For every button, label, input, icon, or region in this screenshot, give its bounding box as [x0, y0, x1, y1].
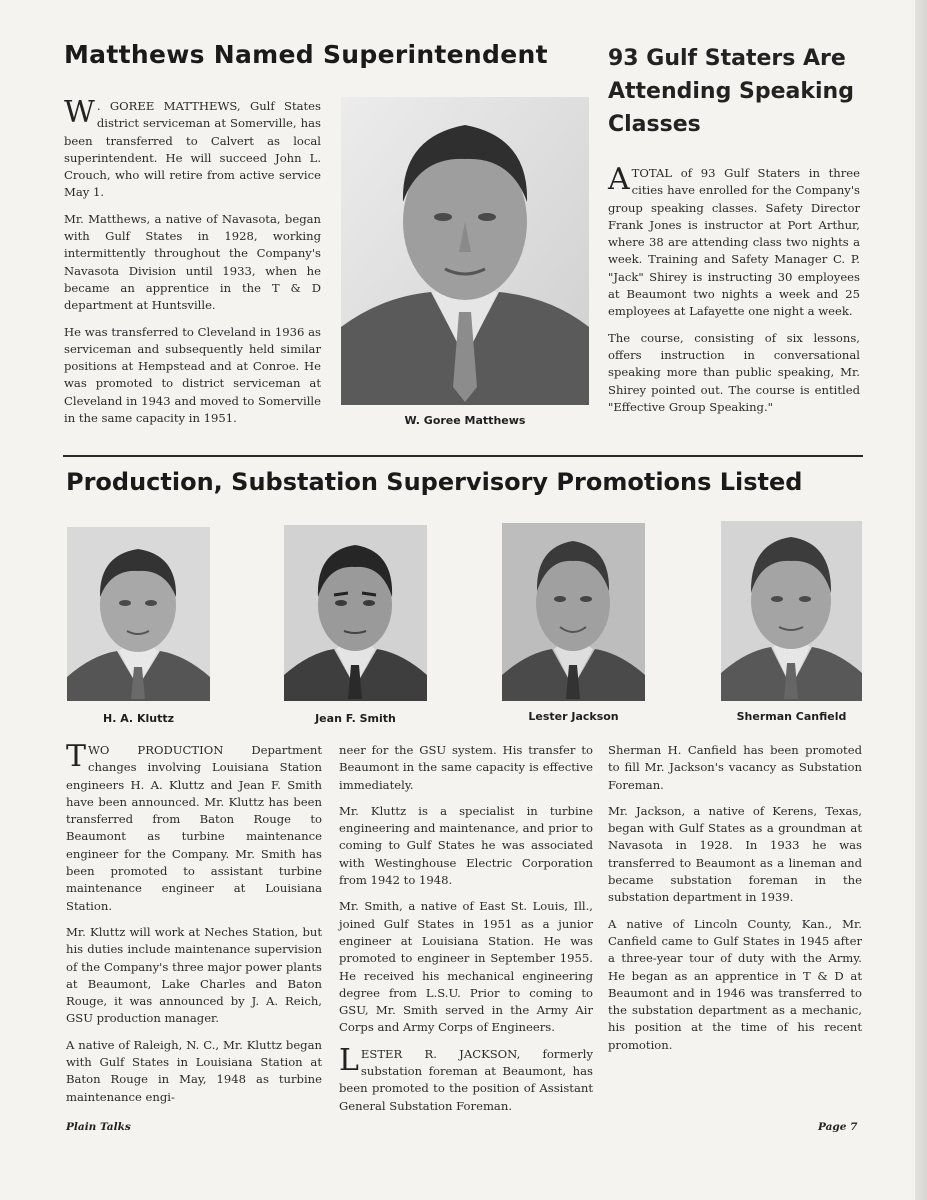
portrait-photo-smith — [284, 525, 427, 701]
matthews-portrait-photo — [341, 97, 589, 405]
paragraph: Mr. Smith, a native of East St. Louis, Ill., joined Gulf States in 1951 as a junior engineer at Louisiana Station. He was promoted to engineer in September 1955. He received his mechanical engineering degree from L.S.U. Prior to coming to GSU, Mr. Smith served in the Army Air Corps and Army Corps of Engineers. — [339, 899, 593, 1035]
paragraph: Mr. Kluttz will work at Neches Station, but his duties include maintenance supervision of the Company's three major power plants at Beaumont, Lake Charles and Baton Rouge, it was announced by J. A. Reich, GSU production manager. — [66, 924, 322, 1026]
paragraph: A native of Raleigh, N. C., Mr. Kluttz began with Gulf States in Louisiana Station at Baton Rouge in May, 1948 as turbine maintenance engi- — [66, 1037, 322, 1104]
page-edge-shadow — [915, 0, 927, 1200]
portrait-caption: Sherman Canfield — [736, 710, 847, 723]
paragraph: . GOREE MATTHEWS, Gulf States district serviceman at Somerville, has been transferred to Calvert as local superintendent. He will succeed John L. Crouch, who will retire from active service May 1. — [64, 99, 321, 200]
promotions-article-col1 — [66, 739, 322, 1115]
portrait-caption: Jean F. Smith — [315, 712, 396, 725]
footer-publication: Plain Talks — [66, 1121, 131, 1133]
speaking-classes-article — [608, 162, 860, 425]
matthews-article — [64, 95, 321, 436]
headline-speaking-classes: 93 Gulf Staters Are Attending Speaking Classes — [608, 46, 854, 137]
paragraph: Mr. Kluttz is a specialist in turbine engineering and maintenance, and prior to coming to Gulf States he was associated with Westinghouse Electric Corporation from 1942 to 1948. — [339, 803, 593, 888]
promotions-article-col2 — [339, 742, 593, 1124]
paragraph: WO PRODUCTION Department changes involving Louisiana Station engineers H. A. Kluttz and Jean F. Smith have been announced. Mr. Kluttz has been transferred from Baton Rouge to Beaumont as turbine maintenance engineer for the Company. Mr. Smith has been promoted to assistant turbine maintenance engineer at Louisiana Station. — [66, 743, 322, 913]
paragraph: ESTER R. JACKSON, formerly substation foreman at Beaumont, has been promoted to the position of Assistant General Substation Foreman. — [339, 1046, 593, 1113]
paragraph: TOTAL of 93 Gulf Staters in three cities have enrolled for the Company's group speaking classes. Safety Director Frank Jones is instructor at Port Arthur, where 38 are attending class two nights a week. Training and Safety Manager C. P. "Jack" Shirey is instructing 30 employees at Beaumont two nights a week and 25 employees at Lafayette one night a week. — [608, 166, 860, 319]
paragraph: Mr. Matthews, a native of Navasota, began with Gulf States in 1928, working intermittently throughout the Company's Navasota Division until 1933, when he became an apprentice in the T & D department at Huntsville. — [64, 211, 321, 313]
headline-promotions: Production, Substation Supervisory Promotions Listed — [66, 468, 803, 496]
section-divider — [63, 455, 863, 457]
paragraph: neer for the GSU system. His transfer to Beaumont in the same capacity is effective immediately. — [339, 743, 593, 792]
portrait-photo-kluttz — [67, 527, 210, 701]
paragraph: He was transferred to Cleveland in 1936 as serviceman and subsequently held similar positions at Hempstead and at Conroe. He was promoted to district serviceman at Cleveland in 1943 and moved to Somerville in the same capacity in 1951. — [64, 324, 321, 426]
drop-cap: L — [339, 1042, 359, 1078]
matthews-photo-caption: W. Goree Matthews — [404, 414, 526, 427]
portrait-photo-canfield — [721, 521, 862, 701]
drop-cap: T — [66, 739, 87, 774]
headline-matthews: Matthews Named Superintendent — [64, 40, 548, 69]
portrait-caption: Lester Jackson — [528, 710, 619, 723]
drop-cap: W — [64, 95, 95, 130]
paragraph: A native of Lincoln County, Kan., Mr. Canfield came to Gulf States in 1945 after a three-year tour of duty with the Army. He began as an apprentice in T & D at Beaumont and in 1946 was transferred to the substation department as a mechanic, his position at the time of his recent promotion. — [608, 916, 862, 1052]
paragraph: Sherman H. Canfield has been promoted to fill Mr. Jackson's vacancy as Substation Foreman. — [608, 743, 862, 792]
paragraph: The course, consisting of six lessons, offers instruction in conversational speaking more than public speaking, Mr. Shirey pointed out. The course is entitled "Effective Group Speaking." — [608, 330, 860, 414]
drop-cap: A — [608, 162, 630, 197]
promotions-article-col3 — [608, 742, 862, 1063]
portrait-photo-jackson — [502, 523, 645, 701]
paragraph: Mr. Jackson, a native of Kerens, Texas, began with Gulf States as a groundman at Navasota in 1928. In 1933 he was transferred to Beaumont as a lineman and became substation foreman in the substation department in 1939. — [608, 803, 862, 905]
portrait-caption: H. A. Kluttz — [103, 712, 174, 725]
footer-page-number: Page 7 — [818, 1121, 858, 1133]
